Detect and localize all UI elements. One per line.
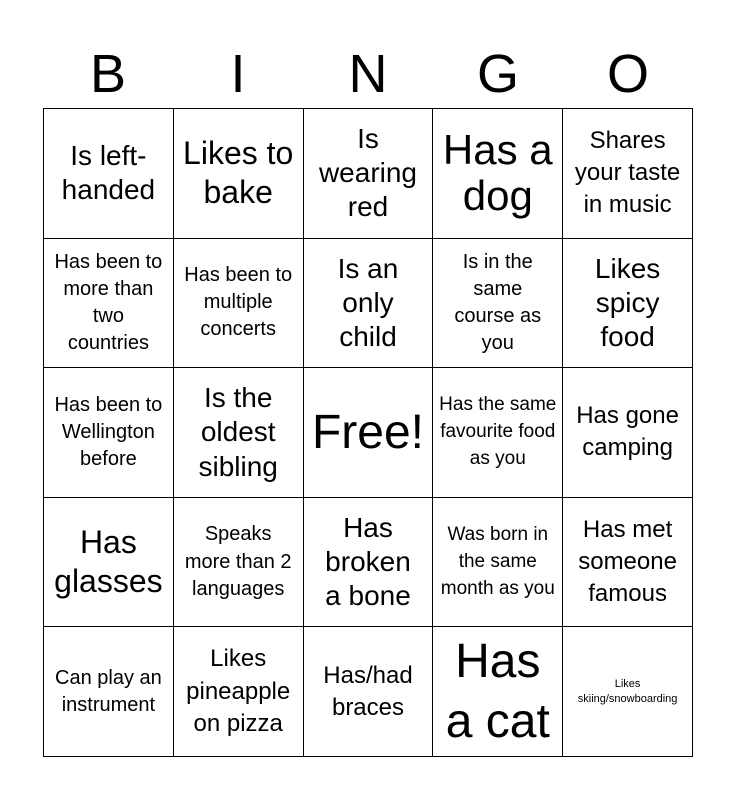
- bingo-cell-o5[interactable]: [563, 627, 693, 757]
- bingo-cell-o4[interactable]: [563, 498, 693, 628]
- cell-label: Is the oldest sibling: [198, 382, 278, 482]
- bingo-cell-i4[interactable]: [174, 498, 304, 628]
- bingo-cell-g4[interactable]: [433, 498, 563, 628]
- cell-label: Likes skiing/snowboarding: [577, 678, 678, 705]
- cell-label: Shares your taste in music: [574, 127, 681, 219]
- bingo-cell-i5[interactable]: [174, 627, 304, 757]
- cell-label: Is in the same course as you: [454, 250, 542, 355]
- cell-label: Likes to bake: [183, 135, 294, 211]
- cell-label: Has broken a bone: [325, 511, 411, 612]
- cell-label: Has gone camping: [576, 402, 679, 462]
- header-letter-i: I: [230, 44, 246, 104]
- bingo-board: [43, 108, 693, 757]
- bingo-cell-b1[interactable]: [44, 109, 174, 239]
- bingo-cell-b4[interactable]: [44, 498, 174, 628]
- cell-label: Has been to more than two countries: [54, 250, 163, 355]
- cell-label: Speaks more than 2 languages: [184, 523, 292, 600]
- header-letter-n: N: [348, 44, 388, 104]
- bingo-cell-g1[interactable]: [433, 109, 563, 239]
- bingo-cell-n1[interactable]: [304, 109, 434, 239]
- free-space-label: Free!: [311, 405, 424, 459]
- bingo-cell-n2[interactable]: [304, 239, 434, 369]
- bingo-cell-n4[interactable]: [304, 498, 434, 628]
- cell-label: Likes pineapple on pizza: [186, 645, 291, 737]
- cell-label: Has been to Wellington before: [54, 393, 163, 471]
- bingo-cell-o2[interactable]: [563, 239, 693, 369]
- bingo-cell-g2[interactable]: [433, 239, 563, 369]
- bingo-cell-o1[interactable]: [563, 109, 693, 239]
- cell-label: Likes spicy food: [594, 252, 661, 352]
- cell-label: Is wearing red: [318, 123, 418, 223]
- bingo-cell-b5[interactable]: [44, 627, 174, 757]
- cell-label: Has the same favourite food as you: [439, 394, 557, 469]
- cell-label: Has met someone famous: [578, 515, 677, 608]
- cell-label: Has glasses: [54, 524, 163, 600]
- cell-label: Has/had braces: [323, 661, 413, 721]
- bingo-cell-g5[interactable]: [433, 627, 563, 757]
- header-letter-g: G: [476, 44, 519, 104]
- header-letter-o: O: [606, 44, 649, 104]
- bingo-cell-i3[interactable]: [174, 368, 304, 498]
- cell-label: Was born in the same month as you: [440, 523, 555, 599]
- cell-label: Is an only child: [337, 252, 399, 352]
- bingo-cell-b3[interactable]: [44, 368, 174, 498]
- bingo-cell-i1[interactable]: [174, 109, 304, 239]
- header-letter-b: B: [89, 44, 127, 104]
- bingo-cell-o3[interactable]: [563, 368, 693, 498]
- cell-label: Has been to multiple concerts: [184, 264, 293, 341]
- cell-label: Has a cat: [445, 635, 550, 748]
- cell-label: Is left-handed: [61, 140, 156, 206]
- bingo-cell-i2[interactable]: [174, 239, 304, 369]
- bingo-header: [43, 40, 693, 108]
- bingo-cell-g3[interactable]: [433, 368, 563, 498]
- bingo-cell-n3-free[interactable]: [304, 368, 434, 498]
- cell-label: Has a dog: [442, 126, 553, 220]
- cell-label: Can play an instrument: [55, 666, 162, 716]
- bingo-cell-b2[interactable]: [44, 239, 174, 369]
- bingo-cell-n5[interactable]: [304, 627, 434, 757]
